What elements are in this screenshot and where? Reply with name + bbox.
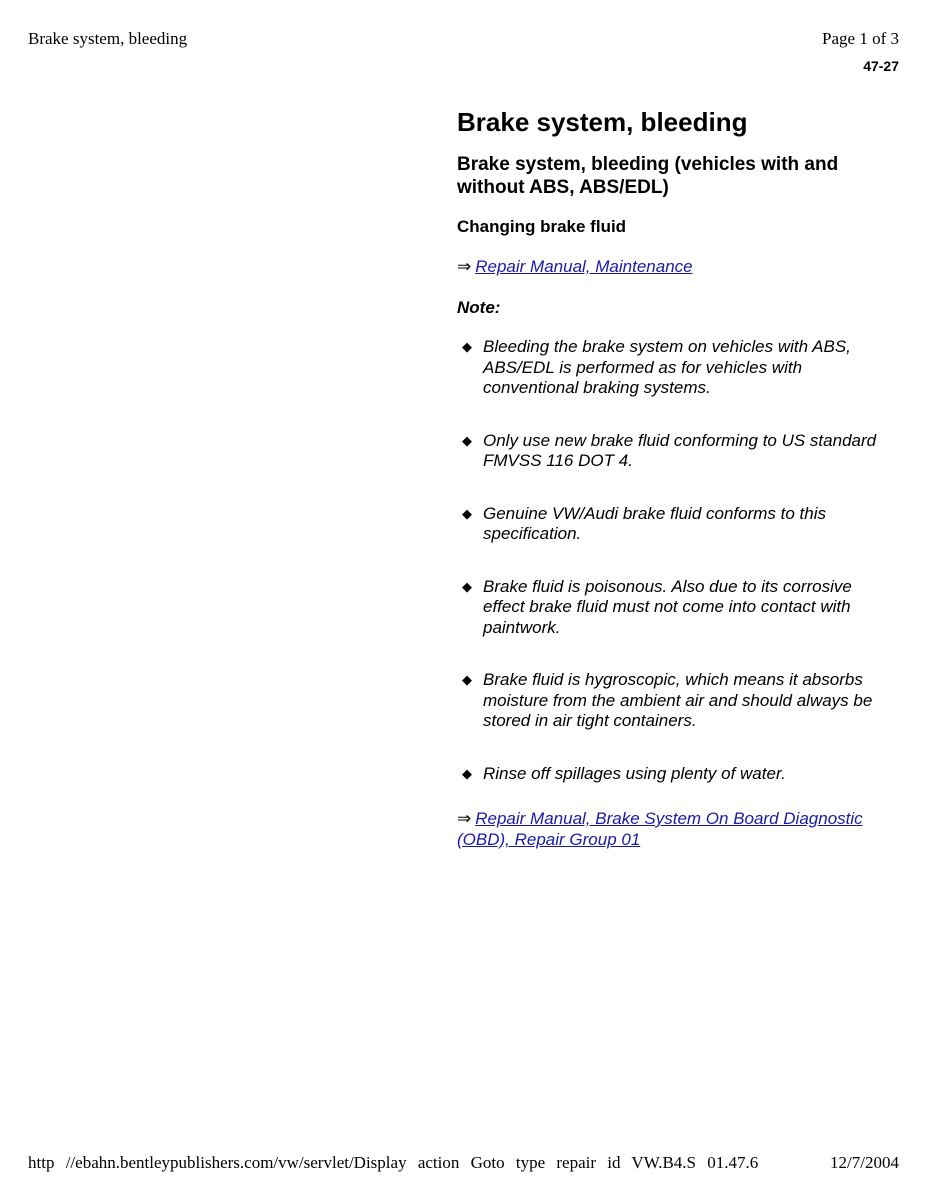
note-text: Bleeding the brake system on vehicles with ABS, ABS/EDL is performed as for vehicles with conventional braking systems. [483, 337, 851, 397]
note-text: Brake fluid is hygroscopic, which means it absorbs moisture from the ambient air and should always be stored in air tight containers. [483, 670, 873, 730]
note-text: Genuine VW/Audi brake fluid conforms to this specification. [483, 503, 826, 543]
arrow-icon: ⇒ [457, 257, 472, 276]
section-heading: Changing brake fluid [457, 217, 627, 236]
list-item [457, 504, 877, 545]
reference-obd [457, 808, 877, 850]
note-label: Note: [457, 298, 501, 317]
diamond-bullet-icon: ◆ [462, 578, 472, 594]
list-item [457, 670, 877, 732]
page-title: Brake system, bleeding [457, 107, 748, 137]
diamond-bullet-icon: ◆ [462, 505, 472, 521]
reference-maintenance [457, 256, 877, 277]
link-repair-manual-maintenance[interactable]: Repair Manual, Maintenance [475, 257, 693, 276]
header-page-info: Page 1 of 3 [822, 29, 899, 48]
diamond-bullet-icon: ◆ [462, 765, 472, 781]
list-item [457, 577, 877, 639]
link-repair-manual-obd[interactable]: Repair Manual, Brake System On Board Diagnostic (OBD), Repair Group 01 [457, 809, 863, 849]
list-item [457, 337, 877, 399]
footer-date: 12/7/2004 [830, 1153, 899, 1172]
list-item [457, 431, 877, 472]
page-code: 47-27 [863, 58, 899, 74]
main-content [457, 104, 877, 850]
notes-list [457, 337, 877, 784]
diamond-bullet-icon: ◆ [462, 432, 472, 448]
footer-url: http //ebahn.bentleypublishers.com/vw/servlet/Display action Goto type repair id VW.B4.S 01.47.6 [28, 1153, 759, 1172]
note-text: Rinse off spillages using plenty of water. [483, 763, 786, 783]
list-item [457, 764, 877, 785]
header-doc-title: Brake system, bleeding [28, 29, 188, 48]
page-subtitle: Brake system, bleeding (vehicles with and without ABS, ABS/EDL) [457, 154, 839, 198]
arrow-icon: ⇒ [457, 809, 472, 828]
diamond-bullet-icon: ◆ [462, 339, 472, 354]
diamond-bullet-icon: ◆ [462, 672, 472, 687]
note-text: Only use new brake fluid conforming to US standard FMVSS 116 DOT 4. [483, 430, 877, 470]
note-text: Brake fluid is poisonous. Also due to its corrosive effect brake fluid must not come into contact with paintwork. [483, 576, 852, 637]
